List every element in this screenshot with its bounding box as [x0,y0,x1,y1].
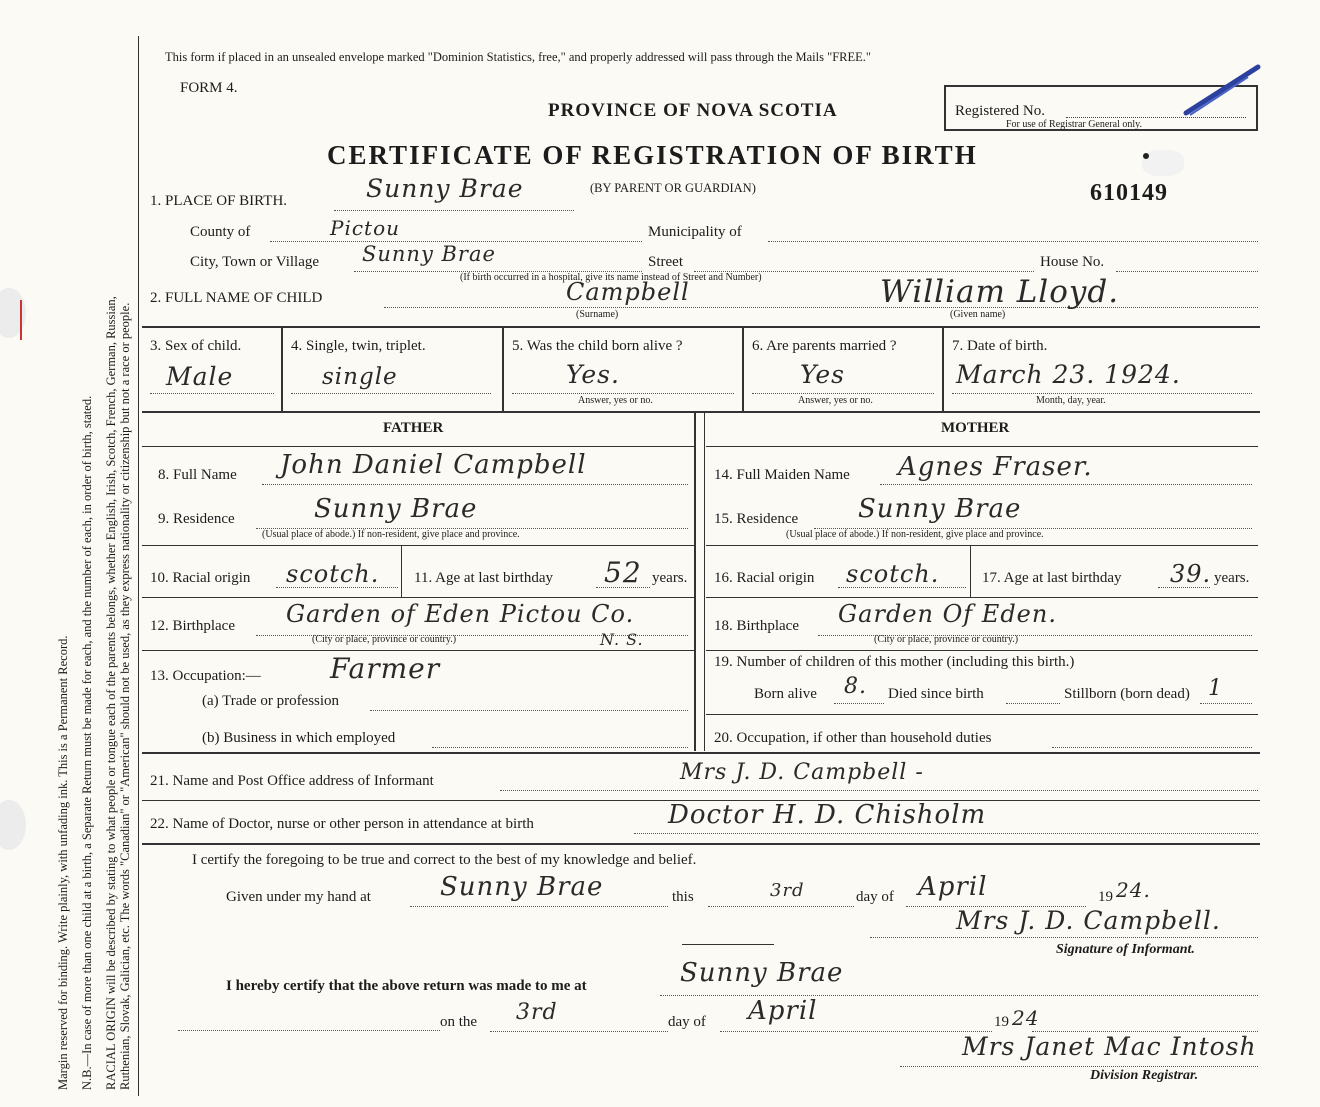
father-birthplace-value: Garden of Eden Pictou Co. [286,600,635,628]
date-of-birth-value: March 23. 1924. [956,360,1181,389]
mother-occupation-label: 20. Occupation, if other than household duties [714,730,992,746]
born-alive-count-value: 8. [844,674,867,699]
plurality-label: 4. Single, twin, triplet. [291,338,426,354]
father-heading: FATHER [383,420,444,436]
father-name-label: 8. Full Name [158,467,237,483]
child-name-label: 2. FULL NAME OF CHILD [150,290,323,306]
certify-statement: I certify the foregoing to be true and correct to the best of my knowledge and belief. [192,852,697,868]
child-given-name: William Lloyd. [880,274,1120,310]
county-label: County of [190,224,251,240]
registered-label: Registered No. [955,103,1045,119]
date-of-birth-note: Month, day, year. [1036,395,1106,406]
given-place-value: Sunny Brae [440,872,604,902]
red-mark [20,300,22,340]
father-race-label: 10. Racial origin [150,570,251,586]
father-race-value: scotch. [286,560,380,588]
city-value: Sunny Brae [362,242,496,266]
informant-label: 21. Name and Post Office address of Informant [150,773,434,789]
father-birthplace-note: (City or place, province or country.) [312,634,457,645]
margin-note-3: RACIAL ORIGIN will be described by stating to what people or tongue each of the parents belongs, whether English, Irish, Scotch, French, German, Russian, [104,296,118,1090]
sex-value: Male [166,362,234,391]
father-age-value: 52 [604,556,642,589]
informant-signature-label: Signature of Informant. [1056,942,1195,957]
mother-residence-note: (Usual place of abode.) If non-resident, give place and province. [786,529,1044,540]
certify-year-prefix: 19 [1098,889,1113,905]
on-the-label: on the [440,1014,478,1030]
father-age-label: 11. Age at last birthday [414,570,553,586]
province-heading: PROVINCE OF NOVA SCOTIA [548,100,838,121]
parents-married-label: 6. Are parents married ? [752,338,897,354]
father-occupation-value: Farmer [330,652,441,685]
plurality-value: single [322,364,398,390]
registrar-year-prefix: 19 [994,1014,1009,1030]
father-age-unit: years. [652,570,688,586]
hospital-note: (If birth occurred in a hospital, give its name instead of Street and Number) [460,272,762,283]
father-birthplace-value-2: N. S. [600,630,644,649]
certify-year-value: 24. [1116,878,1151,902]
stillborn-value: 1 [1208,676,1223,701]
mother-birthplace-value: Garden Of Eden. [838,600,1057,628]
child-surname: Campbell [566,278,690,306]
margin-note-1: Margin reserved for binding. Write plainly, with unfading ink. This is a Permanent Record. [56,635,70,1090]
surname-note: (Surname) [576,309,619,320]
father-residence-note: (Usual place of abode.) If non-resident, give place and province. [262,529,520,540]
informant-value: Mrs J. D. Campbell - [680,760,924,785]
form-number: FORM 4. [180,80,238,96]
business-label: (b) Business in which employed [202,730,396,746]
certificate-title: CERTIFICATE OF REGISTRATION OF BIRTH [327,140,978,170]
place-of-birth-label: 1. PLACE OF BIRTH. [150,193,288,209]
born-alive-note: Answer, yes or no. [578,395,653,406]
mother-heading: MOTHER [941,420,1010,436]
city-label: City, Town or Village [190,254,320,270]
registrar-year-value: 24 [1012,1006,1040,1030]
registrar-day-of-label: day of [668,1014,706,1030]
given-under-label: Given under my hand at [226,889,371,905]
father-name-value: John Daniel Campbell [280,450,587,480]
doctor-label: 22. Name of Doctor, nurse or other person in attendance at birth [150,816,534,832]
certificate-number: 610149 [1090,180,1168,206]
children-count-label: 19. Number of children of this mother (including this birth.) [714,654,1075,670]
sex-label: 3. Sex of child. [150,338,242,354]
registrar-signature-label: Division Registrar. [1090,1068,1199,1083]
margin-note-4: Ruthenian, Slovak, Galician, etc. The words "Canadian" or "American" should not be used, as they express nationality or citizenship but not a race or people. [118,302,132,1090]
punch-hole [0,800,26,850]
registrar-month-value: April [748,996,818,1026]
registrar-signature: Mrs Janet Mac Intosh [962,1032,1257,1061]
mother-race-label: 16. Racial origin [714,570,815,586]
this-label: this [672,889,694,905]
father-residence-value: Sunny Brae [314,494,478,524]
informant-signature: Mrs J. D. Campbell. [956,906,1221,935]
county-value: Pictou [330,216,401,240]
registered-note: For use of Registrar General only. [1006,119,1142,130]
born-alive-label: 5. Was the child born alive ? [512,338,683,354]
mother-birthplace-note: (City or place, province or country.) [874,634,1019,645]
municipality-label: Municipality of [648,224,742,240]
father-occupation-label: 13. Occupation:— [150,668,261,684]
mother-age-label: 17. Age at last birthday [982,570,1122,586]
place-of-birth-value: Sunny Brae [366,174,524,203]
day-of-label: day of [856,889,894,905]
street-label: Street [648,254,683,270]
father-residence-label: 9. Residence [158,511,235,527]
registered-box [944,85,1258,131]
mother-age-value: 39. [1170,560,1212,588]
doctor-value: Doctor H. D. Chisholm [668,800,987,830]
house-label: House No. [1040,254,1105,270]
mother-race-value: scotch. [846,560,940,588]
mother-residence-value: Sunny Brae [858,494,1022,524]
mother-name-value: Agnes Fraser. [898,452,1093,482]
binding-margin-line [138,36,139,1096]
stillborn-label: Stillborn (born dead) [1064,686,1190,702]
parents-married-value: Yes [800,360,845,389]
mother-age-unit: years. [1214,570,1250,586]
mail-notice: This form if placed in an unsealed envelope marked "Dominion Statistics, free," and properly addressed will pass through the Mails "FREE." [165,50,872,64]
mother-residence-label: 15. Residence [714,511,799,527]
born-alive-value: Yes. [566,360,620,389]
certificate-subtitle: (BY PARENT OR GUARDIAN) [590,181,756,195]
pen-mark-icon [1178,61,1268,121]
died-since-birth-label: Died since birth [888,686,984,702]
margin-note-2: N.B.—In case of more than one child at a birth, a Separate Return must be made for each, and the number of each, in order of birth, stated. [80,395,94,1090]
parents-married-note: Answer, yes or no. [798,395,873,406]
certify-month-value: April [918,872,988,902]
given-name-note: (Given name) [950,309,1006,320]
father-birthplace-label: 12. Birthplace [150,618,235,634]
born-alive-count-label: Born alive [754,686,817,702]
registrar-place-value: Sunny Brae [680,958,844,988]
registrar-day-value: 3rd [516,1000,558,1025]
mother-name-label: 14. Full Maiden Name [714,467,850,483]
mother-birthplace-label: 18. Birthplace [714,618,799,634]
punch-hole [0,288,26,338]
registrar-statement: I hereby certify that the above return was made to me at [226,978,587,994]
date-of-birth-label: 7. Date of birth. [952,338,1048,354]
trade-label: (a) Trade or profession [202,693,340,709]
certify-day-value: 3rd [770,880,805,901]
